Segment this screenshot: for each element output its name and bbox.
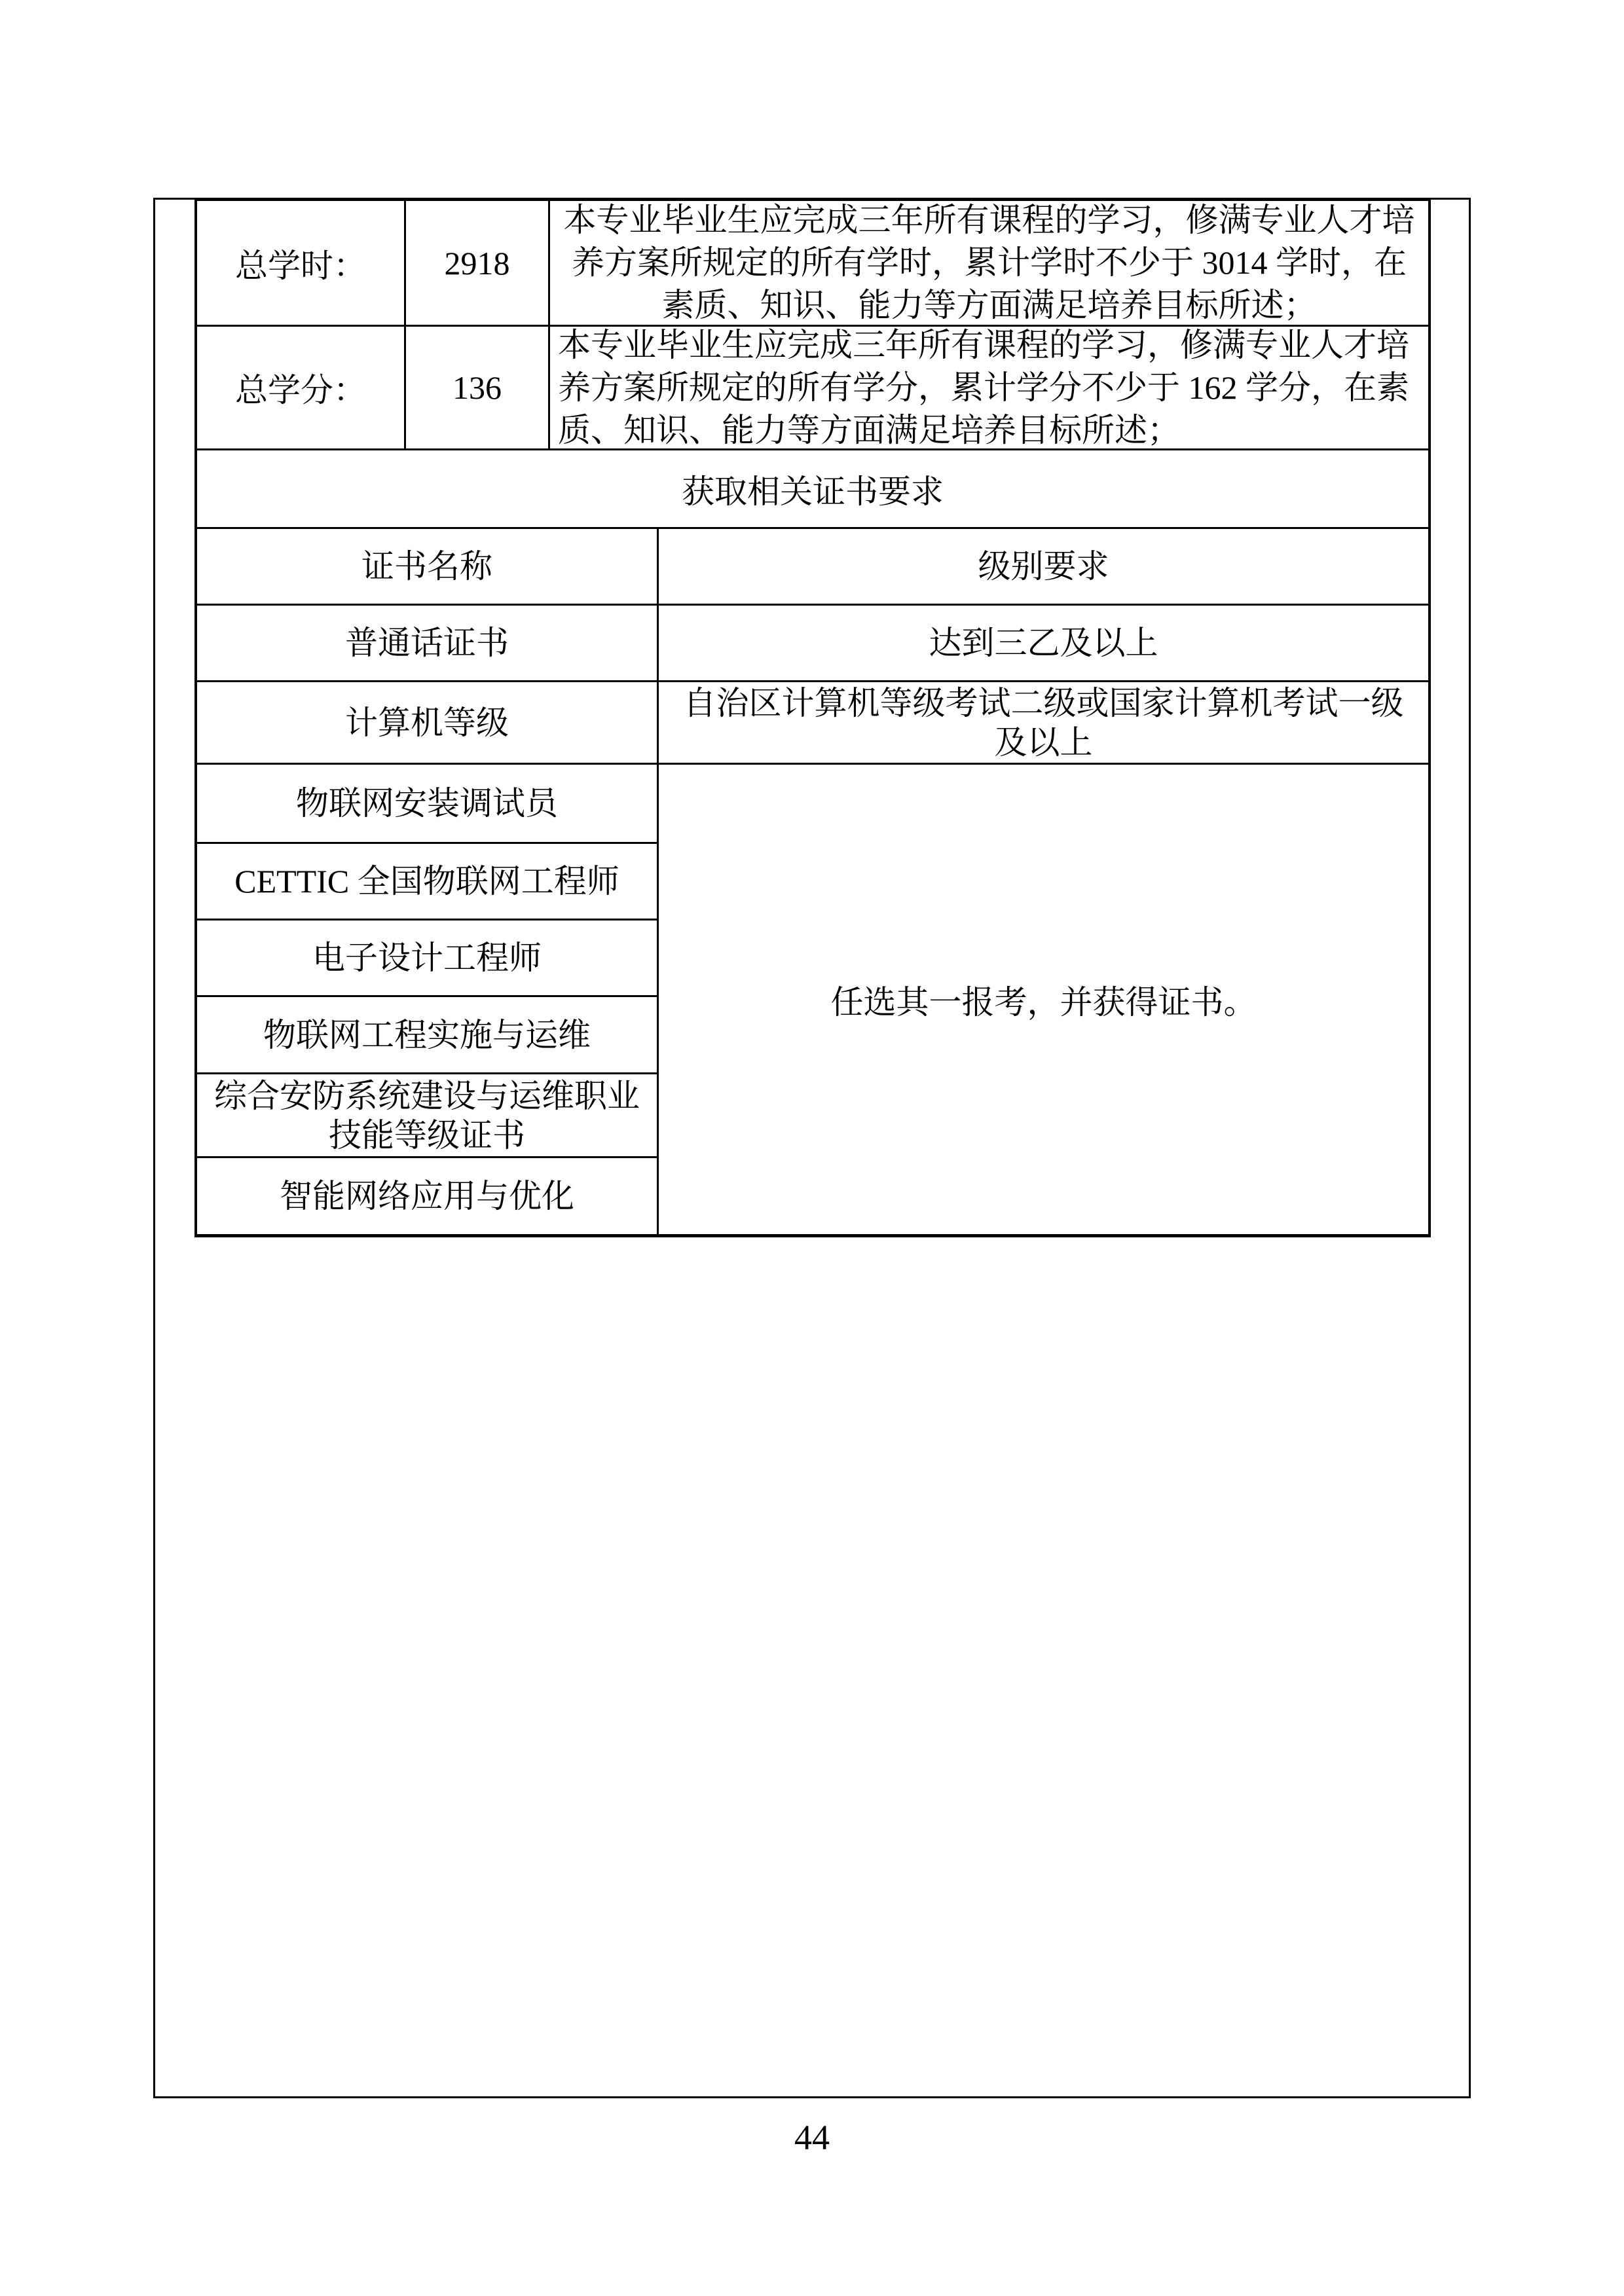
page-number: 44 xyxy=(794,2118,830,2157)
choose-one-requirement-cell: 任选其一报考，并获得证书。 xyxy=(657,765,1428,1234)
total-hours-row xyxy=(197,201,1428,325)
level-requirement-header: 级别要求 xyxy=(657,529,1428,604)
total-hours-value: 2918 xyxy=(404,201,548,325)
certificate-section-title-row xyxy=(197,448,1428,527)
computer-grade-requirement: 自治区计算机等级考试二级或国家计算机考试一级及以上 xyxy=(657,682,1428,763)
total-credits-value: 136 xyxy=(404,327,548,448)
optional-certificates-list xyxy=(197,765,657,1234)
certificate-option: 物联网安装调试员 xyxy=(296,785,558,822)
certificate-option: 物联网工程实施与运维 xyxy=(197,995,657,1072)
page-content-frame xyxy=(153,198,1471,2098)
putonghua-certificate-requirement: 达到三乙及以上 xyxy=(657,606,1428,680)
total-credits-row xyxy=(197,325,1428,448)
certificate-section-title: 获取相关证书要求 xyxy=(682,473,944,510)
total-credits-label: 总学分： xyxy=(235,372,366,409)
optional-certificates-section xyxy=(197,763,1428,1234)
total-credits-description: 本专业毕业生应完成三年所有课程的学习，修满专业人才培养方案所规定的所有学分，累计学分不少于 162 学分，在素质、知识、能力等方面满足培养目标所述； xyxy=(548,327,1428,448)
putonghua-certificate-name: 普通话证书 xyxy=(345,625,509,661)
certificate-option: 综合安防系统建设与运维职业技能等级证书 xyxy=(197,1072,657,1156)
computer-grade-row xyxy=(197,680,1428,763)
graduation-requirements-table xyxy=(194,198,1431,1237)
certificate-option: 电子设计工程师 xyxy=(197,919,657,995)
certificate-option: 智能网络应用与优化 xyxy=(197,1156,657,1234)
computer-grade-name: 计算机等级 xyxy=(345,704,509,741)
total-hours-description: 本专业毕业生应完成三年所有课程的学习，修满专业人才培养方案所规定的所有学时，累计学时不少于 3014 学时，在素质、知识、能力等方面满足培养目标所述； xyxy=(548,201,1428,325)
total-hours-label: 总学时： xyxy=(235,247,366,284)
certificate-option: CETTIC 全国物联网工程师 xyxy=(197,842,657,919)
certificate-header-row xyxy=(197,527,1428,604)
certificate-name-header: 证书名称 xyxy=(361,548,492,585)
putonghua-certificate-row xyxy=(197,604,1428,680)
